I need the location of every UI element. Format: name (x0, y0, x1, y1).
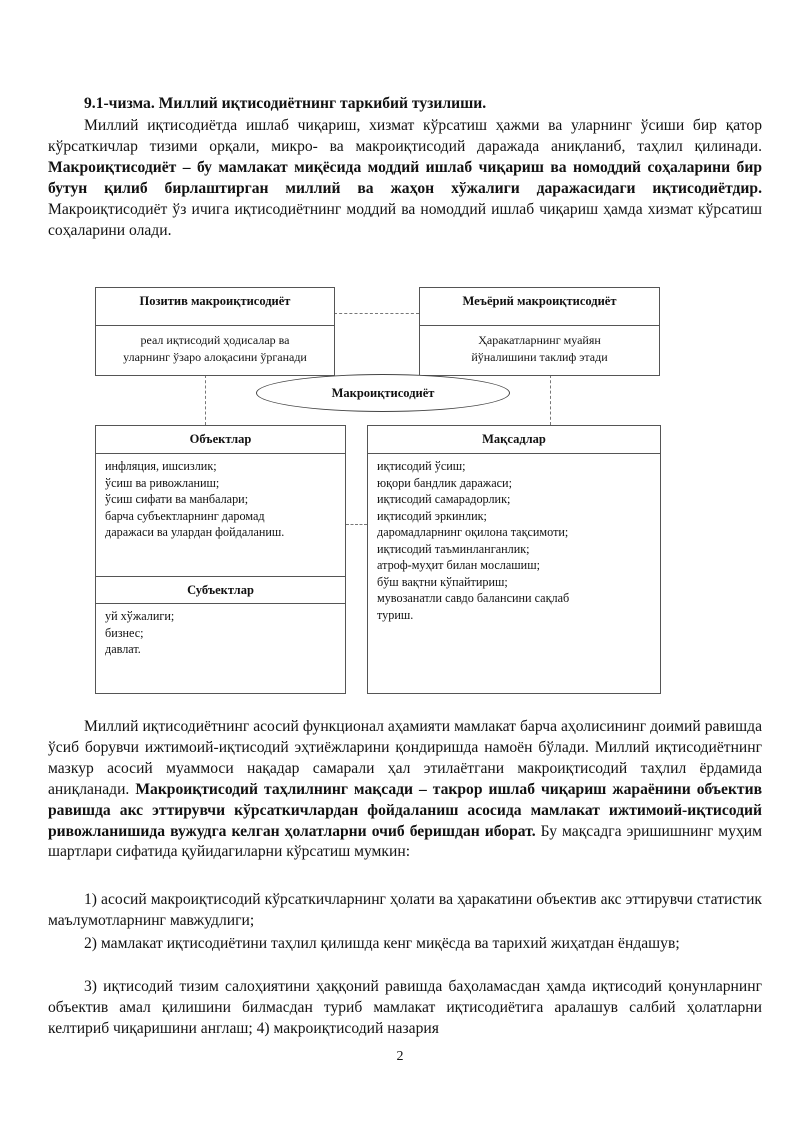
subjects-title: Субъектлар (187, 583, 254, 597)
list-item: бизнес; (105, 625, 144, 640)
body-bold-goal: Макроиқтисодий таҳлилнинг мақсади – такрор ишлаб чиқариш жараёнини объектив равишда акс эттирувчи кўрсаткичлардан фойдаланиш асосида мамлакат ижтимоий-иқтисодий ривожланишида вужудга келган ҳолатларни очиб беришдан иборат. (48, 780, 762, 840)
divider (96, 325, 334, 326)
connector-middle (346, 524, 367, 525)
objects-title: Объектлар (189, 432, 252, 446)
list-item: иқтисодий самарадорлик; (377, 492, 511, 506)
list-item-2: 2) мамлакат иқтисодиётини таҳлил қилишда кенг миқёсда ва тарихий жиҳатдан ёндашув; (84, 935, 680, 952)
list-item: даражаси ва улардан фойдаланиш. (105, 525, 285, 539)
figure-caption: 9.1-чизма. Миллий иқтисодиётнинг таркибий тузилиши. (84, 95, 487, 112)
objects-subjects-box (95, 425, 346, 694)
list-item: уй хўжалиги; (105, 609, 175, 623)
description-line: йўналишини таклиф этади (471, 349, 608, 364)
list-item: юқори бандлик даражаси; (377, 475, 512, 490)
intro-text-1: Миллий иқтисодиётда ишлаб чиқариш, хизмат кўрсатиш ҳажми ва уларнинг ўсиши бир қатор кўрсаткичлар тизими орқали, микро- ва макроиқтисодий даражада аниқланиб, таҳлил қилинади. (48, 117, 762, 155)
list-item: инфляция, ишсизлик; (105, 459, 217, 473)
list-item: даромадларнинг оқилона тақсимоти; (377, 525, 569, 539)
body-paragraph (48, 717, 762, 863)
intro-text-2: Макроиқтисодиёт ўз ичига иқтисодиётнинг моддий ва номоддий ишлаб чиқариш ҳамда хизмат кўрсатиш соҳаларини олади. (48, 200, 762, 239)
intro-bold-definition: Макроиқтисодиёт – бу мамлакат миқёсида моддий ишлаб чиқариш ва номоддий соҳаларини бир бутун қилиб бирлаштирган миллий ва жаҳон хўжалиги даражасидаги иқтисодиётдир. (48, 158, 762, 197)
description-line: Ҳаракатларнинг муайян (478, 333, 601, 347)
list-item-3: 3) иқтисодий тизим салоҳиятини ҳаққоний равишда баҳоламасдан ҳамда иқтисодий қонунларнинг объектив амал қилишини билмасдан туриб мамлакат иқтисодиётига аралашув салбий ҳолатларни келтириб чиқаришини англаш; 4) макроиқтисодий назария (48, 978, 762, 1037)
description-line: уларнинг ўзаро алоқасини ўрганади (123, 349, 307, 364)
divider (420, 325, 659, 326)
connector-left (205, 375, 206, 425)
objects-list (105, 458, 339, 541)
goals-title: Мақсадлар (482, 432, 546, 446)
list-item: ўсиш ва ривожланиш; (105, 475, 220, 490)
divider (96, 603, 345, 604)
list-item: туриш. (377, 607, 414, 622)
intro-paragraph (48, 116, 762, 241)
positive-macro-title: Позитив макроиқтисодиёт (139, 294, 291, 308)
list-item: иқтисодий эркинлик; (377, 508, 487, 523)
macroeconomics-ellipse: Макроиқтисодиёт (256, 374, 510, 412)
connector-right (550, 375, 551, 425)
divider (96, 453, 345, 454)
goals-list (377, 458, 654, 623)
goals-box (367, 425, 661, 694)
body-text-2: Бу мақсадга эришишнинг муҳим шартлари сифатида қуйидагиларни кўрсатиш мумкин: (48, 822, 762, 861)
positive-macro-description (96, 332, 334, 365)
normative-macro-description (420, 332, 659, 365)
list-item: ўсиш сифати ва манбалари; (105, 492, 249, 506)
divider (368, 453, 660, 454)
list-item: мувозанатли савдо балансини сақлаб (377, 591, 570, 605)
list-item: иқтисодий ўсиш; (377, 459, 466, 473)
connector-top (334, 313, 419, 314)
description-line: реал иқтисодий ҳодисалар ва (140, 333, 290, 347)
positive-macro-box (95, 287, 335, 376)
body-text-1: Миллий иқтисодиётнинг асосий функционал аҳамияти мамлакат барча аҳолисининг доимий равишда ўсиб борувчи ижтимоий-иқтисодий эҳтиёжларини қондиришда намоён бўлади. Миллий иқтисодиётнинг мазкур асосий муаммоси нақадар самарали ҳал этилаётгани макроиқтисодий таҳлил ёрдамида аниқланади. (48, 718, 762, 798)
normative-macro-box (419, 287, 660, 376)
list-item: давлат. (105, 642, 141, 656)
page-number: 2 (396, 1049, 404, 1064)
list-item: барча субъектларнинг даромад (105, 508, 265, 523)
list-item-1: 1) асосий макроиқтисодий кўрсаткичларнинг ҳолати ва ҳаракатини объектив акс эттирувчи статистик маълумотларнинг мавжудлиги; (48, 891, 762, 929)
normative-macro-title: Меъёрий макроиқтисодиёт (462, 294, 617, 308)
list-item: бўш вақтни кўпайтириш; (377, 574, 508, 589)
list-item: иқтисодий таъминланганлик; (377, 541, 530, 556)
list-item: атроф-муҳит билан мослашиш; (377, 558, 540, 572)
subjects-list (105, 608, 339, 658)
